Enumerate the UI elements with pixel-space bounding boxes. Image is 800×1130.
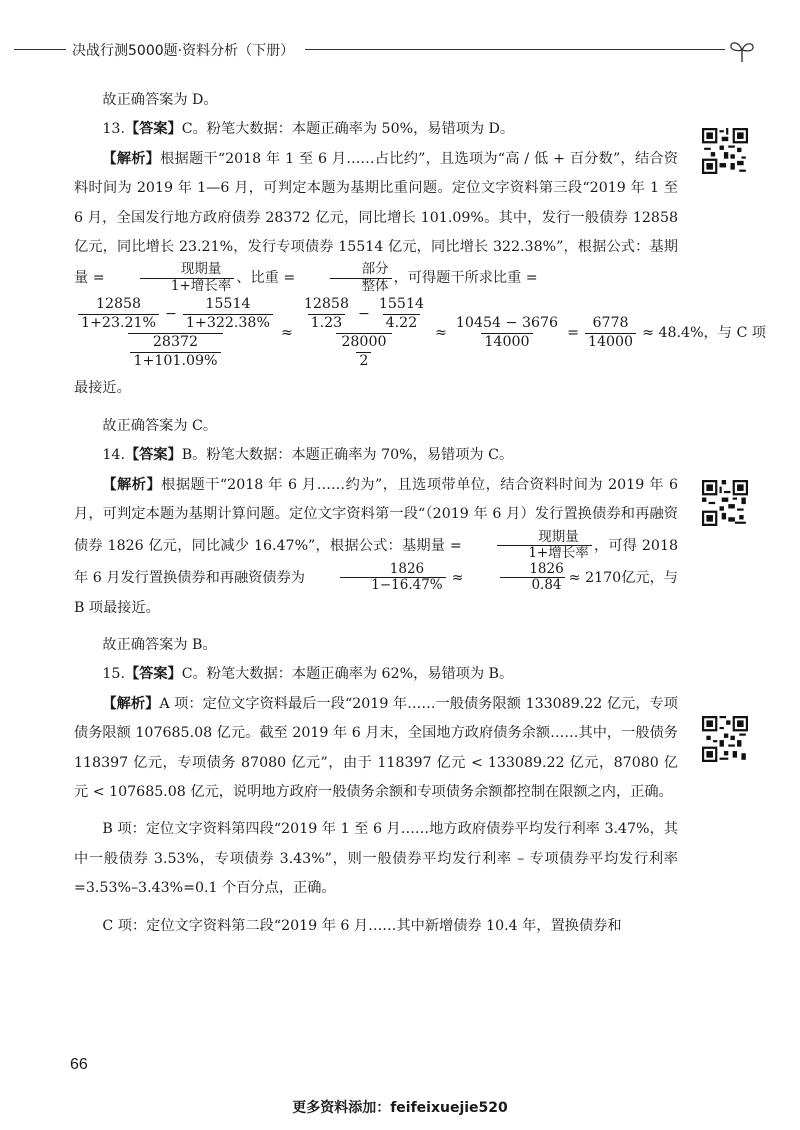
q13-analysis bbox=[74, 145, 678, 295]
running-header bbox=[0, 38, 800, 62]
frac-num: 现期量 bbox=[538, 528, 579, 545]
header-title: 决战行测5000题·资料分析（下册） bbox=[72, 43, 295, 59]
q14-analysis bbox=[74, 471, 678, 623]
q15-answer bbox=[74, 660, 678, 689]
result-text: ≈ 48.4%，与 C 项 bbox=[642, 324, 766, 341]
operator: − bbox=[357, 305, 370, 322]
q15-analysis-b: B 项：定位文字资料第四段“2019 年 1 至 6 月……地方政府债券平均发行利率 3.47%，其中一般债券 3.53%，专项债券 3.43%”，则一般债券平均发行利率 – 专项债券平均发行利率 =3.53%–3.43%=0.1 个百分点，正确。 bbox=[74, 821, 678, 897]
q13-answer bbox=[74, 115, 678, 144]
frac-num: 12858 bbox=[95, 296, 142, 313]
header-rule-left bbox=[14, 49, 66, 50]
paragraph: 故正确答案为 D。 bbox=[102, 92, 218, 108]
frac-num: 部分 bbox=[361, 261, 389, 278]
operator: ≈ bbox=[435, 324, 447, 341]
operator: − bbox=[165, 305, 177, 322]
frac-num: 6778 bbox=[592, 315, 629, 332]
frac-num: 28372 bbox=[152, 333, 199, 350]
frac-num: 1826 bbox=[529, 560, 564, 577]
frac-den: 14000 bbox=[481, 333, 532, 352]
formula-base-period bbox=[109, 262, 236, 294]
frac-den: 1+增长率 bbox=[140, 278, 235, 295]
fraction-3 bbox=[453, 315, 561, 352]
frac-num: 12858 bbox=[303, 296, 349, 313]
frac-den: 1+23.21% bbox=[78, 314, 159, 333]
paragraph: 故正确答案为 C。 bbox=[102, 417, 218, 434]
frac-den: 整体 bbox=[330, 278, 391, 295]
answer-tag: 【答案】 bbox=[124, 447, 182, 464]
answer-text: C。粉笔大数据：本题正确率为 50%，易错项为 D。 bbox=[181, 121, 515, 138]
frac-den: 1+增长率 bbox=[497, 545, 592, 562]
frac-num: 现期量 bbox=[180, 261, 222, 278]
analysis-tag: 【解析】 bbox=[102, 150, 161, 167]
q13-calculation bbox=[74, 296, 766, 370]
analysis-text: ，可得 2018 年 6 月发行置换债券和再融资债券为 bbox=[74, 537, 678, 586]
complex-fraction-1 bbox=[76, 296, 275, 370]
question-number: 13. bbox=[102, 121, 125, 138]
answer-text: C。粉笔大数据：本题正确率为 62%，易错项为 B。 bbox=[181, 666, 514, 683]
frac-num: 15514 bbox=[205, 296, 251, 313]
frac-den: 1+101.09% bbox=[130, 352, 220, 371]
q14-fraction bbox=[468, 562, 569, 594]
footer-note: 更多资料添加：feifeixuejie520 bbox=[292, 1100, 508, 1116]
formula-base-period bbox=[467, 530, 594, 562]
frac-num: 15514 bbox=[378, 296, 425, 313]
qr-code-icon[interactable] bbox=[702, 480, 748, 526]
complex-fraction-2 bbox=[299, 296, 429, 370]
frac-den: 4.22 bbox=[383, 314, 421, 333]
frac-den: 1.23 bbox=[308, 314, 346, 333]
question-number: 14. bbox=[102, 447, 125, 464]
paragraph: 故正确答案为 B。 bbox=[102, 636, 217, 653]
answer-tag: 【答案】 bbox=[124, 666, 182, 683]
page-content bbox=[74, 86, 766, 941]
frac-den: 1+322.38% bbox=[183, 314, 273, 333]
formula-ratio bbox=[300, 262, 394, 294]
fraction-4 bbox=[585, 315, 636, 352]
q14-fraction bbox=[309, 562, 447, 594]
analysis-text: 根据题干“2018 年 1 至 6 月……占比约”，且选项为“高 / 低 + 百分数”，结合资料时间为 2019 年 1—6 月，可判定本题为基期比重问题。定位文字资料第三段“2019 年 1 至 6 月，全国发行地方政府债券 28372 亿元，同比增长 101.09%。其中，发行一般债券 12858 亿元，同比增长 23.21%，发行专项债券 15514 亿元，同比增长 322.38%”，根据公式：基期量 = bbox=[74, 150, 678, 287]
frac-num: 1826 bbox=[389, 560, 425, 577]
analysis-text: ，可得题干所求比重 = bbox=[393, 270, 538, 287]
operator: ≈ bbox=[280, 324, 293, 341]
frac-den: 14000 bbox=[585, 333, 636, 352]
frac-den: 2 bbox=[356, 352, 371, 371]
analysis-text: 亿元，与 B 项最接近。 bbox=[74, 569, 678, 616]
analysis-text: 根据题干“2018 年 6 月……约为”，且选项带单位，结合资料时间为 2019 年 6 月，可判定本题为基期计算问题。定位文字资料第一段“（2019 年 6 月）发行置换债券和再融资债券 1826 亿元，同比减少 16.47%”，根据公式：基期量 = bbox=[74, 476, 678, 554]
frac-num: 10454 − 3676 bbox=[455, 315, 559, 332]
operator: = bbox=[567, 324, 579, 341]
page-number: 66 bbox=[70, 1056, 88, 1073]
answer-tag: 【答案】 bbox=[124, 121, 182, 138]
q15-analysis-a bbox=[74, 690, 678, 808]
operator: ≈ bbox=[451, 569, 464, 586]
paragraph: 最接近。 bbox=[74, 380, 131, 397]
answer-text: B。粉笔大数据：本题正确率为 70%，易错项为 C。 bbox=[181, 447, 514, 464]
q15-analysis-c: C 项：定位文字资料第二段“2019 年 6 月……其中新增债券 10.4 年，置换债券和 bbox=[102, 917, 622, 934]
qr-code-icon[interactable] bbox=[702, 716, 748, 762]
analysis-text: 、比重 = bbox=[236, 270, 296, 287]
question-number: 15. bbox=[102, 666, 125, 683]
analysis-tag: 【解析】 bbox=[102, 476, 162, 493]
qr-code-icon[interactable] bbox=[702, 128, 748, 174]
analysis-text: A 项：定位文字资料最后一段“2019 年……一般债务限额 133089.22 亿元，专项债务限额 107685.08 亿元。截至 2019 年 6 月末，全国地方政府债务余额……其中，一般债务 118397 亿元，专项债务 87080 亿元”，由于 118397 亿元 < 133089.22 亿元，87080 亿元 < 107685.08 亿元，说明地方政府一般债务余额和专项债务余额都控制在限额之内，正确。 bbox=[74, 695, 678, 800]
frac-den: 0.84 bbox=[500, 577, 564, 594]
frac-den: 1−16.47% bbox=[340, 577, 446, 594]
header-rule-right bbox=[305, 49, 725, 50]
frac-num: 28000 bbox=[341, 333, 387, 350]
analysis-tag: 【解析】 bbox=[102, 695, 160, 712]
sprout-icon bbox=[728, 38, 756, 64]
q14-answer bbox=[74, 441, 678, 470]
result-text: ≈ 2170 bbox=[568, 569, 622, 586]
